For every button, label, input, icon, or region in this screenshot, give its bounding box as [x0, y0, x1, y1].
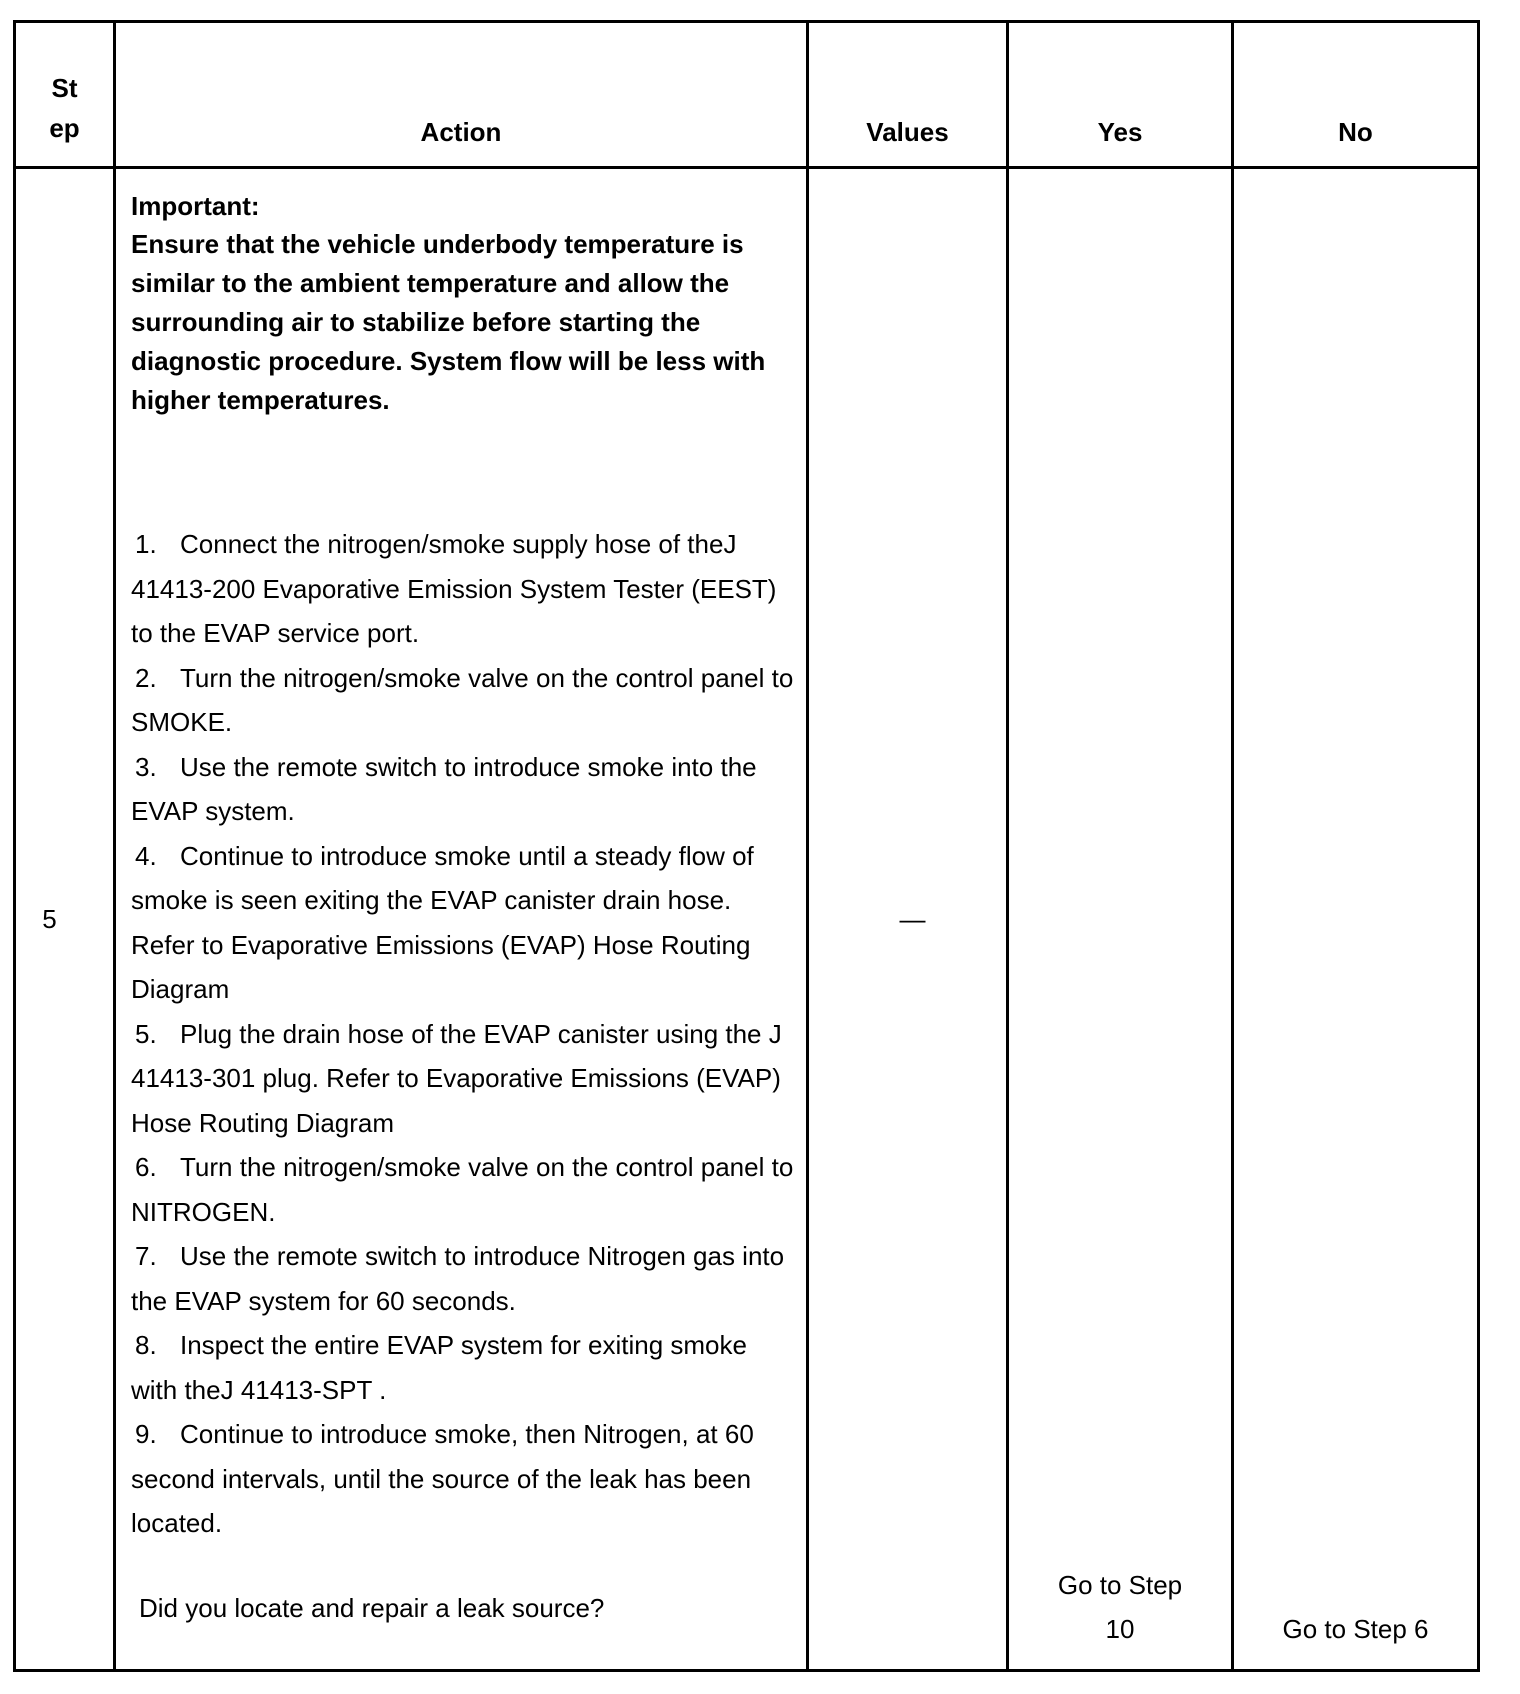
yes-header: Yes: [1008, 22, 1233, 168]
list-item: [131, 1412, 796, 1546]
step-item-number: 2.: [135, 662, 157, 693]
step-number: 5: [15, 168, 115, 1671]
list-item: [131, 834, 796, 1012]
step-item-number: 7.: [135, 1241, 157, 1271]
step-header: [15, 22, 115, 168]
step-item-number: 4.: [135, 840, 157, 871]
procedure-steps: [131, 522, 796, 1546]
step-header-line2: ep: [49, 113, 80, 143]
step-item-text: Continue to introduce smoke until a steady flow of smoke is seen exiting the EVAP canister drain hose. Refer to Evaporative Emissions (EVAP) Hose Routing Diagram: [131, 840, 754, 1004]
header-row: [15, 22, 1479, 168]
list-item: [131, 656, 796, 745]
yes-cell: [1008, 168, 1233, 1671]
values-cell: —: [808, 168, 1008, 1671]
values-header: Values: [808, 22, 1008, 168]
step-item-text: Inspect the entire EVAP system for exiting smoke with theJ 41413-SPT .: [131, 1330, 747, 1405]
step-header-line1: St: [51, 73, 78, 103]
step-item-number: 8.: [135, 1330, 157, 1360]
step-item-number: 1.: [135, 529, 157, 559]
step-item-number: 9.: [135, 1419, 157, 1449]
list-item: [131, 1323, 796, 1412]
important-text: Ensure that the vehicle underbody temperature is similar to the ambient temperature and allow the surrounding air to stabilize before starting the diagnostic procedure. System flow will be less with higher temperatures.: [131, 229, 766, 415]
list-item: [131, 1234, 796, 1323]
no-cell: Go to Step 6: [1233, 168, 1479, 1671]
list-item: [131, 1012, 796, 1146]
important-label: Important:: [131, 191, 260, 221]
question-text: Did you locate and repair a leak source?: [139, 1592, 605, 1623]
diagnostic-table: [13, 20, 1480, 1672]
step-item-number: 6.: [135, 1152, 157, 1182]
action-header: Action: [115, 22, 808, 168]
no-header: No: [1233, 22, 1479, 168]
step-item-number: 5.: [135, 1018, 157, 1049]
step-item-text: Turn the nitrogen/smoke valve on the control panel to NITROGEN.: [131, 1152, 794, 1227]
step-item-text: Use the remote switch to introduce Nitrogen gas into the EVAP system for 60 seconds.: [131, 1241, 785, 1316]
step-item-text: Use the remote switch to introduce smoke into the EVAP system.: [131, 751, 757, 826]
yes-line1: Go to Step: [1057, 1570, 1183, 1600]
action-cell: [115, 168, 808, 1671]
step-item-number: 3.: [135, 751, 157, 782]
step-item-text: Plug the drain hose of the EVAP canister using the J 41413-301 plug. Refer to Evaporative Emissions (EVAP) Hose Routing Diagram: [131, 1018, 782, 1138]
list-item: [131, 522, 796, 656]
list-item: [131, 745, 796, 834]
table-row: [15, 168, 1479, 1671]
list-item: [131, 1145, 796, 1234]
yes-line2: 10: [1105, 1614, 1135, 1644]
step-item-text: Continue to introduce smoke, then Nitrogen, at 60 second intervals, until the source of the leak has been located.: [131, 1419, 754, 1538]
step-item-text: Connect the nitrogen/smoke supply hose of theJ 41413-200 Evaporative Emission System Tester (EEST) to the EVAP service port.: [131, 529, 777, 648]
step-item-text: Turn the nitrogen/smoke valve on the control panel to SMOKE.: [131, 662, 794, 737]
